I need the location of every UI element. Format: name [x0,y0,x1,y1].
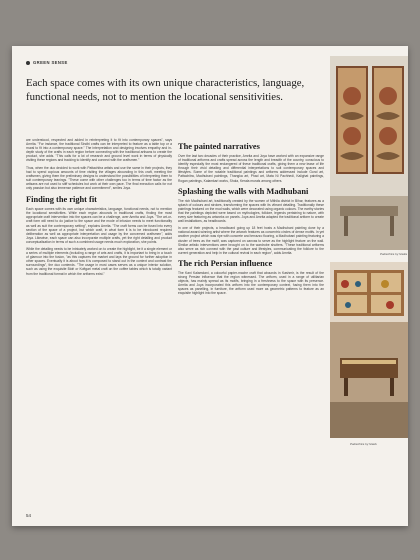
section-heading: The rich Persian influence [178,258,273,268]
section-heading: The painted narratives [178,142,260,151]
paragraph: The rich Madhubani art, traditionally created by the women of Mithila district in Bihar, features as a splash of colours and strokes, transforming the spaces with its vibrant detailing. Traditionally these paintings featured on the mud walls, which were decorated using organic colours. The earthy stories that the paintings depicted were based on mythologies, folklore, legends pertaining to nature, with every size featuring as artworks on panels. Joya and Amrita adapted the traditional artform to create wall installations, as headboards. [178,198,324,224]
text-column-left [26,138,172,279]
page-number: 54 [26,513,32,518]
paragraph: are understood, respected and added in reinterpreting it to fit into contemporary spaces", says Amrita. "For instance, the traditional Sindhi crafts can be interpreted to feature as a table top or a mural to fit into a contemporary space." The interpretation and designing involves empathy and in-depth study of the crafts in each region before connecting with the traditional artisans to create the product, she adds. "This calls for a lot of research and ground level work in terms of physically visiting these regions and tracking to identify and connect with the craftsmen." [26,138,172,163]
paragraph: While the detailing needs to be intricately worked on to create the highlight, be it a single element or a series of multiple elements (including a range of arts and crafts, it is important to bring in a touch of glamour into the fusion, "as this captures the market and lays the ground for further adoption in other spaces. Eventually it is about how it is composed to stand out in the context and contrast the surroundings", the duo contends. "The usage in most cases serves as a unique interior solution, such as using the exquisite Bidri or Koftgari metal craft on the coffee tables which is totally variant from the traditional format in which the artforms exist." [26,246,172,276]
photo-interior-shelves [330,262,408,438]
section-tag [26,60,68,65]
paragraph: In one of their projects, a headboard going up 18 feet hosts a Madhubani painting done by a national award-winning artist where the artwork features as concentric circles of dense motifs. In yet another project which was ripe with concrete and terrazzo flooring, a Madhubani painting featuring a cluster of trees as the motif, was captured on canvas to serve as the highlight feature on the wall. Similar artistic interventions were brought on to the wardrobe shutters. "These traditional artforms also serve as rich connect with the past culture and lifestyles, communicating the folklore to the current generation and help in the cultural revival in each region", adds Amrita. [178,226,324,255]
pull-quote: Each space comes with its own unique characteristics, language, functional needs, not to mention the locational sensitivities. [26,77,305,103]
photo-caption: Pattachitra by Nadia [380,252,408,256]
photo-pattachitra-wall [330,56,408,250]
bullet-icon [26,61,30,65]
paragraph: Over the last two decades of their practice, Amrita and Joya have worked with an expansive range of traditional artforms and crafts spread across the length and breadth of the country, conscious to identify especially the most endangered of these traditional crafts, giving them a new lease of life through their vivid detailing and differential interpretations to suit contemporary spaces and lifestyles. Some of the notable traditional paintings and artforms addressed include Gond art, Pattachitra, Madhubani paintings, Thangka art, Phad art, Mata Ni Pachhedi, Kalighat paintings, Rogan paintings, Kalamkari works, Shola, Kerala murals among others. [178,154,324,183]
paragraph: Each space comes with its own unique characteristics, language, functional needs, not to mention the locational sensitivities. While each region abounds in traditional crafts, finding the most appropriate craft intervention into the spaces can be a challenge, aver Amrita and Joya. "The art-or-craft form will need to do justice to the space and the mode of infusion needs to meet functionality as well as suit the contemporary setting", explains Amrita. "The craft forms can be fused into every section of the space of a project, but which craft, in what form it is to be introduced required deliberation as well as appropriate interpretation and usage by the concerned craftsmen", adds Joya. Likewise, each space can also incorporate multiple crafts, yet the right detailing and product conceptualisation in terms of such a combined usage needs much exploration, she points. [26,207,172,244]
section-heading: Splashing the walls with Madhubani [178,186,309,196]
pattachitra-illustration [330,56,408,250]
section-tag-label: GREEN SENSE [33,60,68,65]
photo-caption: Pattachitra by Naidu [350,442,378,446]
magazine-page [12,46,408,526]
paragraph: The Kani Kalamdani, a colourful papier-mache craft that abounds in Kashmir, is the result of the strong Persian influence that the region witnessed. The artform, used in a range of utilitarian objects, has mainly spread as its motifs, bringing in a freshness to the space with its presence. Amrita and Joya incorporated this artform into the contemporary context, fusing them into the spaces as panelling, in furniture, the artform used more as geometric patterns to feature as an exquisite highlight into the space. [178,270,324,296]
text-column-right [178,138,324,298]
paragraph: Thus, when the duo decided to work with Pattachitra artists and use the same in their projects, they had to spend copious amounts of time visiting the villages abounding in this craft, meeting the craftsmen, giving them the preliminary designs to understand the possibilities of interpreting them to suit contemporary leanings. "These come with other challenges too in terms of time factor as the artisans are not used to stiff schedules but work at their own pace. The final execution calls for not only passion but also immense patience and commitment", smiles Joya. [26,165,172,191]
interior-illustration [330,262,408,438]
section-heading: Finding the right fit [26,195,97,205]
